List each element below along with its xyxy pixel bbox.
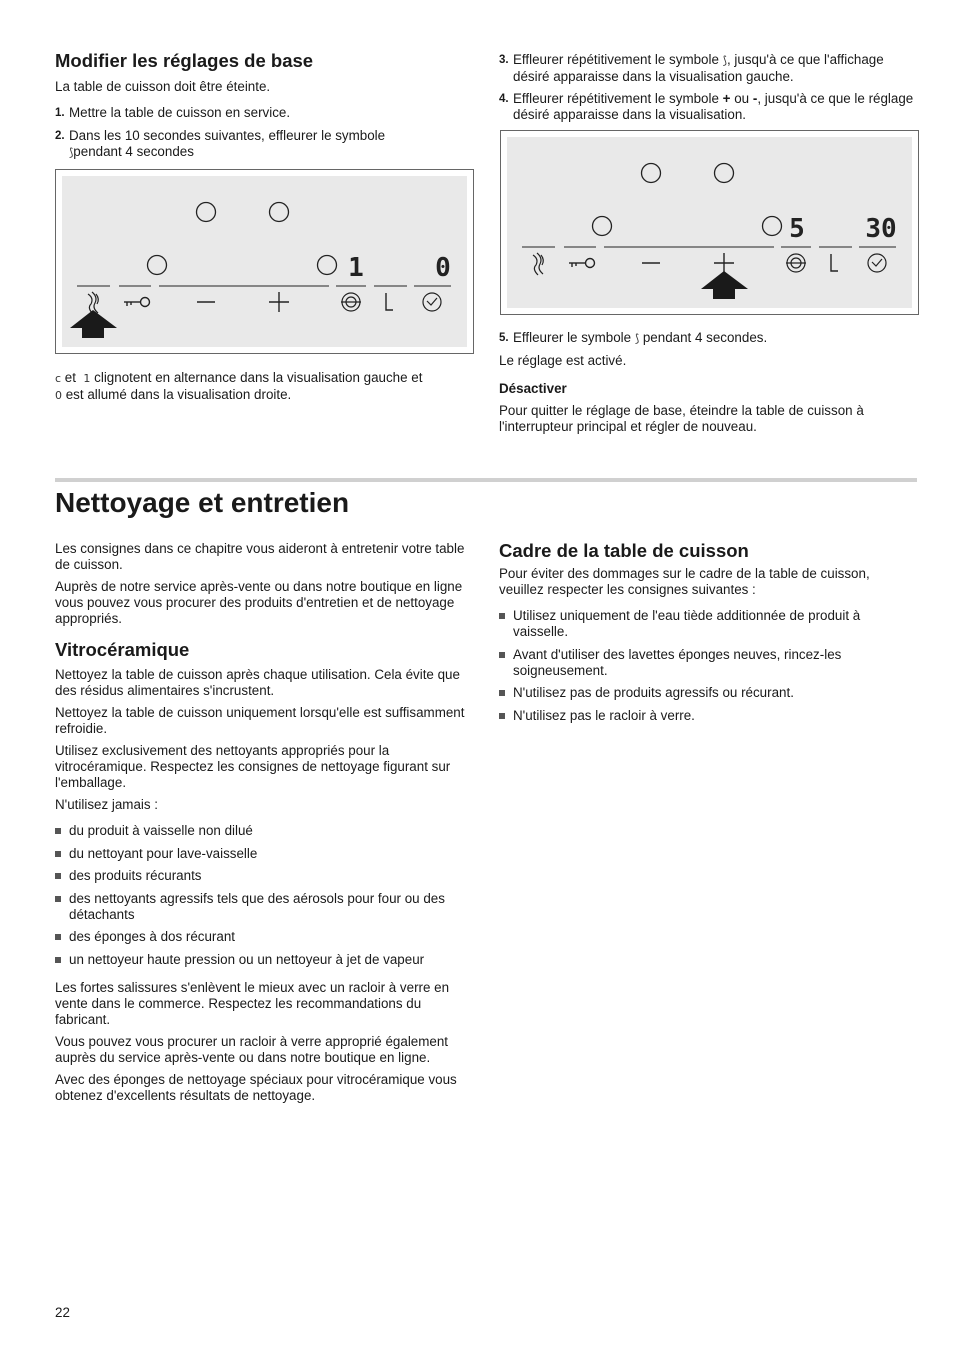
subsection-title: Désactiver — [499, 381, 567, 396]
never-use-list — [55, 823, 473, 968]
paragraph: Les fortes salissures s'enlèvent le mieux avec un racloir à verre en vente dans le commerce. Respectez les recommandations du fabricant. — [55, 979, 450, 1027]
paragraph: Utilisez exclusivement des nettoyants appropriés pour la vitrocéramique. Respectez les consignes de nettoyage figurant sur l'emballage. — [55, 743, 451, 790]
paragraph: Les consignes dans ce chapitre vous aideront à entretenir votre table de cuisson. — [55, 541, 465, 572]
blink-note — [55, 370, 473, 404]
chapter-title: Nettoyage et entretien — [55, 487, 350, 518]
plus-symbol: + — [722, 91, 731, 106]
basic-settings-icon — [533, 253, 543, 275]
section-activate — [499, 330, 917, 435]
paragraph: Nettoyez la table de cuisson uniquement lorsqu'elle est suffisamment refroidie. — [55, 705, 465, 736]
zone-indicator-4 — [763, 217, 782, 236]
paragraph: N'utilisez jamais : — [55, 797, 159, 812]
step-text: Effleurer répétitivement le symbole — [513, 52, 719, 67]
control-panel — [62, 176, 467, 347]
paragraph: Pour éviter des dommages sur le cadre de la table de cuisson, veuillez respecter les consignes suivantes : — [499, 566, 870, 597]
zone-indicator-1 — [642, 164, 661, 183]
text-fragment: et — [64, 370, 76, 385]
control-panel-drawing — [507, 137, 912, 308]
pointer-arrow-icon — [701, 271, 748, 299]
list-item: N'utilisez pas de produits agressifs ou récurant. — [499, 685, 917, 701]
text-fragment: clignotent en alternance dans la visualisation gauche et — [94, 370, 423, 385]
timer-icon — [423, 293, 441, 311]
list-item: Utilisez uniquement de l'eau tiède additionnée de produit à vaisselle. — [499, 608, 917, 640]
paragraph: Auprès de notre service après-vente ou dans notre boutique en ligne vous pouvez vous procurer des produits d'entretien et de nettoyage appropriés. — [55, 579, 463, 626]
deactivate-text: Pour quitter le réglage de base, éteindre la table de cuisson à l'interrupteur principal et régler de nouveau. — [499, 403, 864, 434]
plus-icon — [714, 253, 734, 273]
display-glyph-1: 1 — [83, 372, 91, 385]
display-right: 0 — [435, 253, 451, 283]
list-item: Avant d'utiliser des lavettes éponges neuves, rincez-les soigneusement. — [499, 647, 917, 679]
activated-text: Le réglage est activé. — [499, 353, 627, 368]
paragraph: Avec des éponges de nettoyage spéciaux pour vitrocéramique vous obtenez d'excellents résultats de nettoyage. — [55, 1071, 457, 1103]
control-panel-figure-1 — [55, 169, 474, 354]
step-2 — [55, 128, 473, 161]
step-1 — [55, 105, 473, 121]
step-text: Effleurer répétitivement le symbole — [513, 91, 719, 106]
list-item: des éponges à dos récurant — [55, 929, 473, 945]
step-text: Dans les 10 secondes suivantes, effleurer le symbole — [69, 128, 386, 143]
frame-advice-list — [499, 608, 917, 724]
list-item: du produit à vaisselle non dilué — [55, 823, 473, 839]
plus-icon — [269, 292, 289, 312]
display-right: 30 — [865, 214, 897, 244]
step-number: 5. — [499, 332, 509, 344]
paragraph: Vous pouvez vous procurer un racloir à verre approprié également auprès du service après-vente ou dans notre boutique en ligne. — [55, 1033, 449, 1065]
step-4 — [499, 91, 917, 123]
list-item: des nettoyants agressifs tels que des aérosols pour four ou des détachants — [55, 891, 473, 923]
list-item: un nettoyeur haute pression ou un nettoyeur à jet de vapeur — [55, 952, 473, 968]
section-cleaning-right — [499, 540, 917, 730]
paragraph: Nettoyez la table de cuisson après chaque utilisation. Cela évite que des résidus alimentaires s'incrustent. — [55, 667, 460, 698]
zone-indicator-2 — [715, 164, 734, 183]
zone-indicator-3 — [148, 256, 167, 275]
timer-icon — [868, 254, 886, 272]
zone-indicator-1 — [197, 203, 216, 222]
step-text: ou — [734, 91, 750, 106]
control-panel — [507, 137, 912, 308]
blink-text — [55, 370, 473, 404]
text-fragment: est allumé dans la visualisation droite. — [65, 387, 292, 402]
step-number: 2. — [55, 130, 65, 142]
basic-settings-icon: ⟆ — [722, 54, 727, 67]
section-title: Modifier les réglages de base — [55, 50, 314, 71]
step-text: pendant 4 secondes. — [642, 330, 768, 345]
step-text: pendant 4 secondes — [73, 144, 194, 159]
list-item: N'utilisez pas le racloir à verre. — [499, 708, 917, 724]
zone-indicator-3 — [593, 217, 612, 236]
childlock-l-icon — [831, 254, 838, 271]
section-cleaning-left — [55, 541, 473, 1104]
subsection-title: Vitrocéramique — [55, 639, 190, 660]
zone-indicator-2 — [270, 203, 289, 222]
control-panel-figure-2 — [500, 130, 919, 315]
step-number: 3. — [499, 54, 509, 66]
basic-settings-icon: ⟆ — [69, 146, 74, 159]
intro-text: La table de cuisson doit être éteinte. — [55, 79, 271, 94]
step-3 — [499, 52, 917, 85]
section-basic-settings-continued — [499, 52, 917, 123]
list-item: du nettoyant pour lave-vaisselle — [55, 846, 473, 862]
step-5 — [499, 330, 917, 347]
step-text: , jusqu'à ce que le réglage désiré apparaisse dans la visualisation. — [513, 91, 914, 122]
childlock-l-icon — [386, 293, 393, 310]
section-divider — [55, 478, 917, 482]
section-basic-settings — [55, 50, 473, 161]
list-item: des produits récurants — [55, 868, 473, 884]
display-glyph-c: c — [55, 372, 62, 385]
minus-symbol: - — [752, 91, 758, 106]
page-number: 22 — [55, 1305, 70, 1320]
basic-settings-icon: ⟆ — [634, 332, 640, 345]
display-left: 5 — [789, 214, 805, 244]
display-glyph-0: 0 — [55, 389, 62, 402]
control-panel-drawing — [62, 176, 467, 347]
step-number: 1. — [55, 107, 65, 119]
pointer-arrow-icon — [70, 310, 117, 338]
subsection-title: Cadre de la table de cuisson — [499, 540, 749, 561]
step-number: 4. — [499, 93, 509, 105]
step-text: Effleurer le symbole — [513, 330, 632, 345]
zone-indicator-4 — [318, 256, 337, 275]
key-icon — [124, 298, 150, 307]
power-boost-icon — [341, 293, 361, 311]
display-left: 1 — [348, 253, 364, 283]
step-text: Mettre la table de cuisson en service. — [69, 105, 291, 120]
step-text: , jusqu'à ce que l'affichage désiré apparaisse dans la visualisation gauche. — [513, 52, 884, 84]
key-icon — [569, 259, 595, 268]
power-boost-icon — [786, 254, 806, 272]
